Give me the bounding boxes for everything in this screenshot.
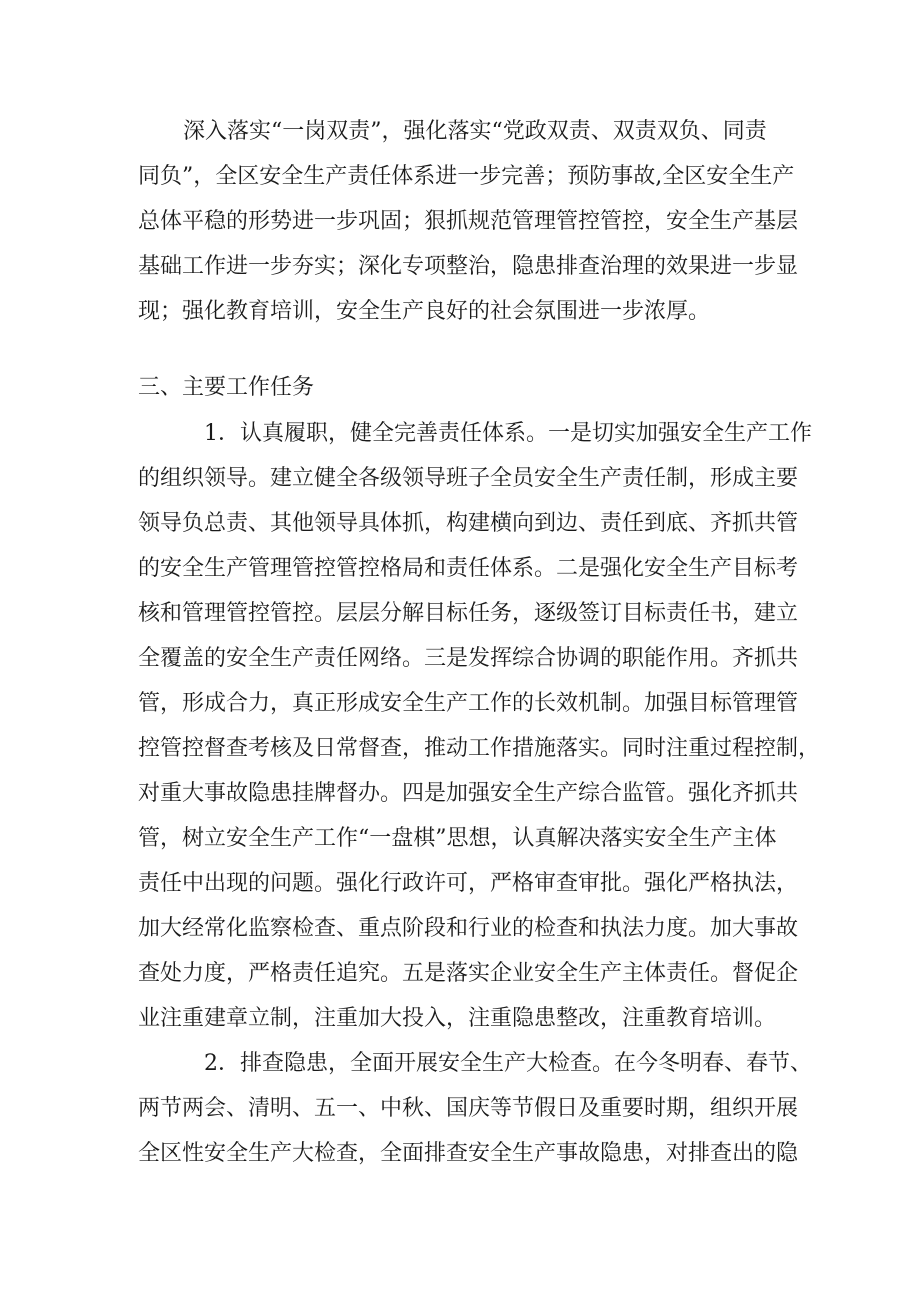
paragraph-2-line-14: 业注重建章立制，注重加大投入，注重隐患整改，注重教育培训。 (138, 1006, 777, 1031)
paragraph-2-line-5: 核和管理管控管控。层层分解目标任务，逐级签订目标责任书，建立 (138, 601, 799, 626)
paragraph-1-line-1: 深入落实“一岗双责”，强化落实“党政双责、双责双负、同责 (183, 119, 767, 144)
paragraph-2-line-4: 的安全生产管理管控管控格局和责任体系。二是强化安全生产目标考 (138, 556, 799, 581)
paragraph-3-line-2: 两节两会、清明、五一、中秋、国庆等节假日及重要时期，组织开展 (138, 1096, 799, 1121)
paragraph-2-line-8: 控管控督查考核及日常督查，推动工作措施落实。同时注重过程控制， (138, 736, 821, 761)
paragraph-2-line-7: 管，形成合力，真正形成安全生产工作的长效机制。加强目标管理管 (138, 691, 799, 716)
paragraph-2-line-10: 管，树立安全生产工作“一盘棋”思想，认真解决落实安全生产主体 (138, 826, 777, 851)
paragraph-2-line-13: 查处力度，严格责任追究。五是落实企业安全生产主体责任。督促企 (138, 961, 799, 986)
paragraph-2-line-2: 的组织领导。建立健全各级领导班子全员安全生产责任制，形成主要 (138, 466, 799, 491)
paragraph-3-line-3: 全区性安全生产大检查，全面排查安全生产事故隐患，对排查出的隐 (138, 1141, 799, 1166)
paragraph-1-line-3: 总体平稳的形势进一步巩固；狠抓规范管理管控管控，安全生产基层 (138, 209, 799, 234)
paragraph-1-line-2: 同负”，全区安全生产责任体系进一步完善；预防事故,全区安全生产 (138, 164, 795, 189)
paragraph-3-line-1: 2．排查隐患，全面开展安全生产大检查。在今冬明春、春节、 (204, 1051, 812, 1076)
paragraph-2-line-11: 责任中出现的问题。强化行政许可，严格审查审批。强化严格执法， (138, 871, 799, 896)
paragraph-2-line-12: 加大经常化监察检查、重点阶段和行业的检查和执法力度。加大事故 (138, 916, 799, 941)
paragraph-2-line-3: 领导负总责、其他领导具体抓，构建横向到边、责任到底、齐抓共管 (138, 511, 799, 536)
paragraph-2-line-9: 对重大事故隐患挂牌督办。四是加强安全生产综合监管。强化齐抓共 (138, 781, 799, 806)
paragraph-1-line-5: 现；强化教育培训，安全生产良好的社会氛围进一步浓厚。 (138, 299, 711, 324)
paragraph-2-line-1: 1．认真履职，健全完善责任体系。一是切实加强安全生产工作 (204, 421, 812, 446)
paragraph-1-line-4: 基础工作进一步夯实；深化专项整治，隐患排查治理的效果进一步显 (138, 254, 799, 279)
section-heading: 三、主要工作任务 (138, 375, 315, 400)
paragraph-2-line-6: 全覆盖的安全生产责任网络。三是发挥综合协调的职能作用。齐抓共 (138, 646, 799, 671)
